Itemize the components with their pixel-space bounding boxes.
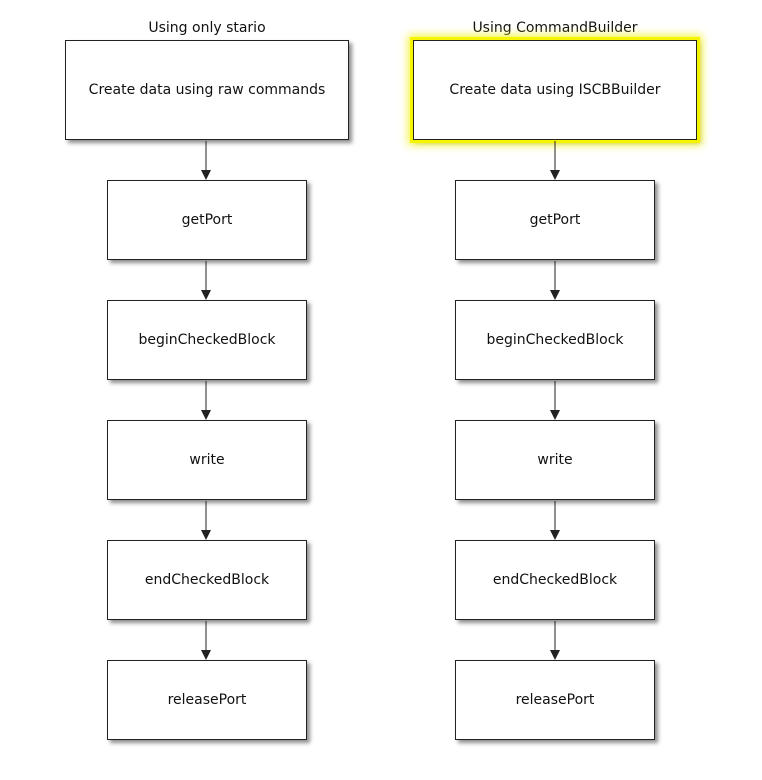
stario-create-data-box: Create data using raw commands: [65, 40, 349, 140]
commandbuilder-getport-box: getPort: [455, 180, 655, 260]
stario-releaseport-box: releasePort: [107, 660, 307, 740]
commandbuilder-begincheckedblock-box: beginCheckedBlock: [455, 300, 655, 380]
commandbuilder-releaseport-box: releasePort: [455, 660, 655, 740]
commandbuilder-create-data-box: Create data using ISCBBuilder: [413, 40, 697, 140]
stario-endcheckedblock-box: endCheckedBlock: [107, 540, 307, 620]
stario-getport-box: getPort: [107, 180, 307, 260]
stario-write-box: write: [107, 420, 307, 500]
column-title-stario: Using only stario: [148, 20, 266, 36]
commandbuilder-endcheckedblock-box: endCheckedBlock: [455, 540, 655, 620]
stario-begincheckedblock-box: beginCheckedBlock: [107, 300, 307, 380]
commandbuilder-write-box: write: [455, 420, 655, 500]
column-title-commandbuilder: Using CommandBuilder: [472, 20, 638, 36]
